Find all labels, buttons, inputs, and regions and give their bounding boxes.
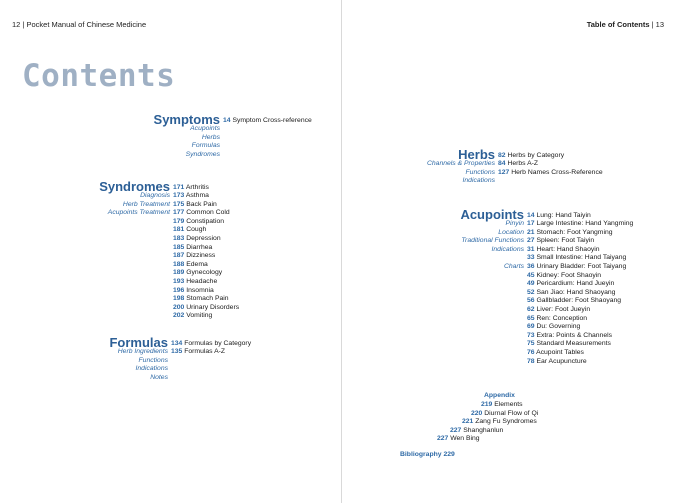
appendix-title: Appendix (484, 392, 515, 399)
book-title: Pocket Manual of Chinese Medicine (26, 20, 147, 29)
symptoms-subtopic: Herbs (201, 133, 220, 141)
acupoints-entry[interactable] (527, 229, 613, 238)
entry-label: Gallbladder: Foot Shaoyang (536, 297, 622, 305)
bibliography-link[interactable] (400, 451, 455, 458)
entry-label: Edema (186, 260, 208, 268)
page-number: 183 (173, 234, 185, 242)
page-number: 202 (173, 312, 185, 320)
entry-label: Symptom Cross-reference (232, 117, 312, 124)
acupoints-row (0, 277, 684, 289)
entry-label: Zang Fu Syndromes (475, 418, 537, 426)
entry-label: Wen Bing (450, 435, 480, 443)
entry-label: Large Intestine: Hand Yangming (536, 220, 634, 227)
formulas-subtopic: Notes (150, 373, 168, 381)
herbs-heading[interactable]: Herbs (458, 147, 495, 162)
symptoms-row (0, 125, 684, 134)
page-number: 33 (527, 254, 535, 262)
entry-label: Standard Measurements (536, 340, 611, 348)
entry-label: Small Intestine: Hand Taiyang (536, 254, 627, 262)
page-number: 200 (173, 303, 185, 311)
entry-label: Dizziness (186, 252, 216, 260)
page-number: 36 (527, 262, 535, 270)
acupoints-entry[interactable] (527, 246, 600, 255)
page-number: 69 (527, 323, 535, 331)
page-number: 198 (173, 295, 185, 303)
syndromes-row (0, 192, 684, 201)
acupoints-row (0, 349, 684, 358)
page-number: 173 (173, 192, 185, 199)
page-number: 134 (171, 340, 183, 347)
toc-header-title: Table of Contents (586, 20, 650, 29)
page-number: 227 (450, 426, 462, 434)
page-number: 52 (527, 288, 535, 296)
entry-label: Diurnal Flow of Qi (484, 409, 539, 417)
bibliography-page: 229 (443, 451, 455, 458)
acupoints-row (0, 217, 684, 229)
syndromes-entry[interactable] (173, 192, 209, 201)
appendix-entry[interactable] (437, 435, 684, 444)
herbs-row (0, 177, 684, 186)
entry-label: Heart: Hand Shaoyin (536, 245, 600, 253)
acupoints-row (0, 234, 684, 246)
entry-label: Urinary Disorders (186, 303, 240, 311)
acupoints-entry[interactable] (527, 263, 626, 272)
symptoms-row (0, 134, 684, 143)
acupoints-subtopic: Indications (491, 245, 524, 253)
acupoints-row (0, 323, 684, 332)
page-number: 193 (173, 277, 185, 285)
entry-label: Stomach: Foot Yangming (536, 228, 613, 236)
page-number: 62 (527, 305, 535, 313)
entry-label: Spleen: Foot Taiyin (536, 237, 595, 245)
acupoints-subtopic: Traditional Functions (461, 237, 524, 245)
page-number: 65 (527, 314, 535, 322)
entry-label: Diarrhea (186, 243, 213, 251)
symptoms-row (0, 113, 684, 125)
acupoints-row (0, 297, 684, 306)
page-number: 78 (527, 357, 535, 365)
formulas-heading[interactable]: Formulas (109, 335, 168, 350)
entry-label: Asthma (185, 192, 209, 199)
formulas-subtopic: Herb Ingredients (117, 348, 168, 355)
entry-label: Depression (186, 234, 221, 242)
entry-label: Arthritis (185, 184, 209, 191)
entry-label: Stomach Pain (186, 295, 229, 303)
appendix-entry[interactable] (471, 410, 684, 419)
page-number: 196 (173, 286, 185, 294)
page-number: 171 (173, 184, 185, 191)
entry-label: Du: Governing (536, 323, 581, 331)
page-number: 14 (223, 117, 231, 124)
page-number: 177 (173, 209, 185, 217)
entry-label: Headache (186, 277, 218, 285)
page-number: 76 (527, 348, 535, 356)
herbs-subtopic: Channels & Properties (426, 160, 495, 167)
acupoints-entry[interactable] (527, 315, 587, 324)
acupoints-subtopic: Location (498, 228, 524, 236)
page-number: 179 (173, 217, 185, 225)
entry-label: Constipation (186, 217, 225, 225)
acupoints-entry[interactable] (527, 280, 614, 289)
right-running-header (587, 20, 664, 29)
acupoints-row (0, 208, 684, 220)
acupoints-entry[interactable] (527, 237, 594, 246)
header-separator: | (22, 20, 25, 29)
formulas-row (0, 374, 684, 383)
page-number: 49 (527, 280, 535, 288)
acupoints-entry[interactable] (527, 254, 626, 263)
entry-label: Urinary Bladder: Foot Taiyang (536, 262, 627, 270)
herbs-entry[interactable] (498, 160, 538, 169)
page-number: 31 (527, 245, 535, 253)
acupoints-row (0, 260, 684, 272)
acupoints-entry[interactable] (527, 220, 633, 229)
page-number: 181 (173, 226, 185, 234)
page-number: 221 (462, 418, 474, 426)
entry-label: Back Pain (186, 200, 217, 208)
entry-label: Formulas by Category (184, 340, 252, 347)
entry-label: Shanghanlun (463, 426, 504, 434)
entry-label: Cough (186, 226, 207, 234)
section-acupoints (0, 208, 684, 366)
acupoints-entry[interactable] (527, 297, 621, 306)
symptoms-subtopic: Syndromes (185, 150, 220, 158)
contents-title: Contents (22, 58, 176, 94)
page-number: 227 (437, 435, 449, 443)
acupoints-entry[interactable] (527, 340, 611, 349)
entry-label: Gynecology (186, 269, 223, 277)
acupoints-row (0, 254, 684, 263)
syndromes-subtopic: Herb Treatment (122, 200, 170, 208)
entry-label: Herb Names Cross-Reference (511, 168, 603, 176)
page-number: 135 (171, 348, 183, 355)
page-number: 188 (173, 260, 185, 268)
page-number: 187 (173, 252, 185, 260)
herbs-row (0, 148, 684, 160)
acupoints-subtopic: Charts (503, 262, 524, 270)
header-separator: | (651, 20, 654, 29)
entry-label: Common Cold (186, 209, 230, 217)
symptoms-subtopic: Formulas (191, 142, 220, 150)
acupoints-entry[interactable] (527, 289, 615, 298)
syndromes-heading[interactable]: Syndromes (99, 179, 170, 194)
acupoints-entry[interactable] (527, 272, 601, 281)
acupoints-heading[interactable]: Acupoints (460, 207, 524, 222)
entry-label: Elements (494, 401, 523, 408)
syndromes-subtopic: Acupoints Treatment (107, 209, 170, 217)
entry-label: Ren: Conception (536, 314, 588, 322)
herbs-row (0, 169, 684, 178)
symptoms-heading[interactable]: Symptoms (153, 112, 220, 127)
formulas-row (0, 365, 684, 374)
formulas-subtopic: Indications (135, 365, 168, 373)
page-number: 84 (498, 160, 506, 167)
page-number: 56 (527, 297, 535, 305)
page-number: 175 (173, 200, 185, 208)
herbs-subtopic: Indications (462, 177, 495, 185)
page-number: 45 (527, 271, 535, 279)
section-herbs (0, 148, 684, 186)
page-number: 27 (527, 237, 535, 245)
page-number: 21 (527, 228, 535, 236)
acupoints-row (0, 332, 684, 341)
right-page-number: 13 (655, 20, 664, 29)
page-number: 185 (173, 243, 185, 251)
entry-label: Ear Acupuncture (536, 357, 587, 365)
appendix-entry[interactable] (450, 427, 684, 436)
entry-label: Extra: Points & Channels (536, 331, 613, 339)
entry-label: Herbs by Category (507, 152, 565, 159)
entry-label: Formulas A-Z (184, 348, 226, 355)
acupoints-row (0, 272, 684, 281)
acupoints-row (0, 358, 684, 367)
entry-label: Pericardium: Hand Jueyin (536, 280, 615, 288)
page-number: 127 (498, 168, 510, 176)
acupoints-entry[interactable] (527, 349, 584, 358)
bibliography-label: Bibliography (400, 451, 442, 458)
page-number: 82 (498, 152, 506, 159)
page-number: 14 (527, 212, 535, 219)
acupoints-row (0, 340, 684, 349)
entry-label: Acupoint Tables (536, 348, 584, 356)
acupoints-row (0, 315, 684, 324)
entry-label: Liver: Foot Jueyin (536, 305, 591, 313)
acupoints-row (0, 243, 684, 255)
entry-label: Herbs A-Z (507, 160, 539, 167)
appendix-entry[interactable] (462, 418, 684, 427)
formulas-subtopic: Functions (138, 356, 168, 364)
page-number: 75 (527, 340, 535, 348)
page-number: 73 (527, 331, 535, 339)
acupoints-row (0, 303, 684, 315)
entry-label: San Jiao: Hand Shaoyang (536, 288, 616, 296)
acupoints-entry[interactable] (527, 358, 587, 367)
syndromes-subtopic: Diagnosis (140, 192, 170, 199)
acupoints-entry[interactable] (527, 323, 580, 332)
page-number: 219 (481, 401, 493, 408)
symptoms-subtopic: Acupoints (190, 125, 220, 132)
herbs-subtopic: Functions (465, 168, 495, 176)
entry-label: Kidney: Foot Shaoyin (536, 271, 602, 279)
herbs-row (0, 160, 684, 169)
acupoints-row (0, 229, 684, 238)
entry-label: Vomiting (186, 312, 213, 320)
left-page-number: 12 (12, 20, 21, 29)
page-number: 189 (173, 269, 185, 277)
acupoints-entry[interactable] (527, 332, 612, 341)
left-running-header (12, 20, 146, 29)
acupoints-entry[interactable] (527, 306, 590, 315)
acupoints-subtopic: Pinyin (505, 220, 524, 227)
entry-label: Insomnia (186, 286, 214, 294)
entry-label: Lung: Hand Taiyin (536, 212, 591, 219)
page-number: 17 (527, 220, 535, 227)
herbs-entry[interactable] (498, 169, 603, 178)
appendix-entry[interactable] (481, 401, 684, 410)
page-number: 220 (471, 409, 483, 417)
acupoints-row (0, 286, 684, 298)
